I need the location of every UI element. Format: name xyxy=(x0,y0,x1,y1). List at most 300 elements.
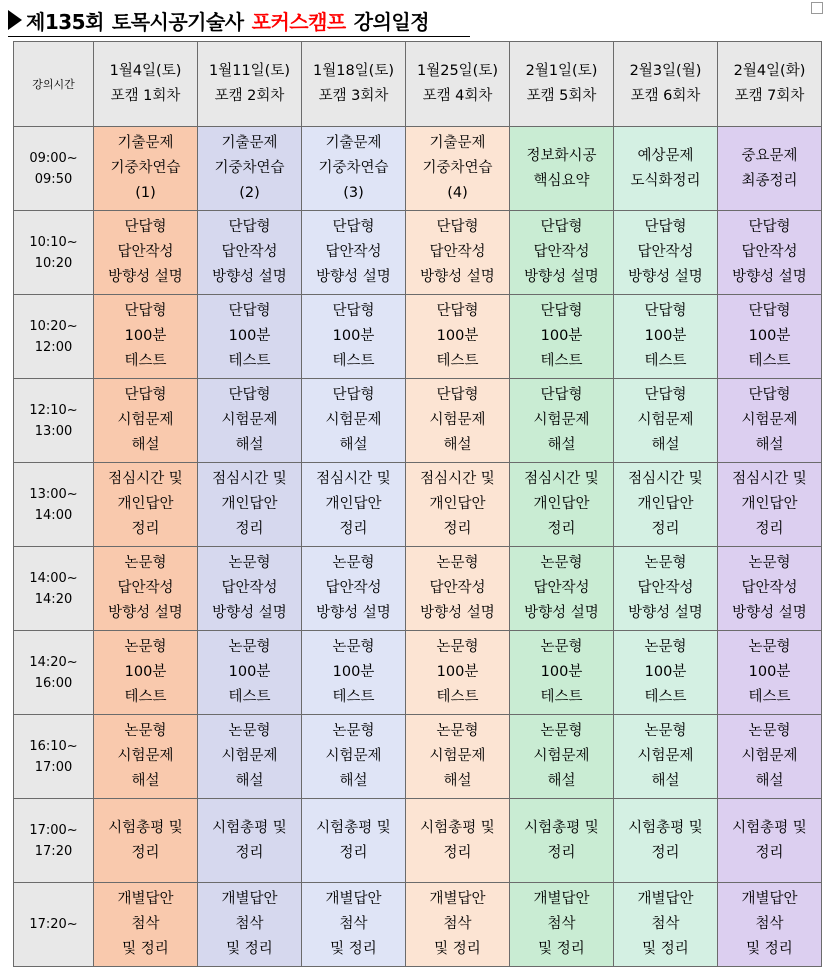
cell-text: 정리 xyxy=(651,521,680,537)
schedule-cell xyxy=(94,715,198,799)
cell-text: 단답형 xyxy=(748,219,791,235)
cell-text: 개별답안 xyxy=(533,891,590,907)
cell-text: 시험총평 및 xyxy=(212,819,287,836)
cell-text: 개인답안 xyxy=(741,496,798,512)
cell-text: 단답형 xyxy=(436,303,479,319)
cell-text: 및 정리 xyxy=(538,941,585,957)
time-text: 17:00 xyxy=(34,759,73,775)
cell-text: 개인답안 xyxy=(637,496,694,512)
schedule-cell xyxy=(94,295,198,379)
schedule-row xyxy=(14,211,822,295)
cell-text: 100분 xyxy=(748,664,791,680)
time-text: 16:00 xyxy=(34,675,73,691)
schedule-row xyxy=(14,715,822,799)
cell-text: 논문형 xyxy=(748,723,791,739)
cell-text: 답안작성 xyxy=(325,244,382,260)
cell-text: 100분 xyxy=(540,328,583,344)
cell-text: 첨삭 xyxy=(547,916,576,932)
cell-text: 정리 xyxy=(339,521,368,537)
cell-text: 점심시간 및 xyxy=(316,471,391,487)
schedule-cell xyxy=(614,211,718,295)
cell-text: 및 정리 xyxy=(226,941,273,957)
schedule-cell xyxy=(94,631,198,715)
schedule-cell xyxy=(302,883,406,967)
cell-text: 논문형 xyxy=(228,639,271,655)
time-text: 09:00~ xyxy=(29,150,78,166)
cell-text: 단답형 xyxy=(332,387,375,403)
schedule-row xyxy=(14,295,822,379)
cell-text: 논문형 xyxy=(644,639,687,655)
time-text: 09:50 xyxy=(34,171,73,187)
time-text: 17:20 xyxy=(34,843,73,859)
time-text: 14:20 xyxy=(34,591,73,607)
schedule-cell xyxy=(198,799,302,883)
cell-text: 단답형 xyxy=(332,219,375,235)
schedule-cell xyxy=(94,463,198,547)
cell-text: 시험총평 및 xyxy=(628,819,703,836)
cell-text: 논문형 xyxy=(748,639,791,655)
cell-text: 답안작성 xyxy=(117,244,174,260)
schedule-cell xyxy=(614,715,718,799)
cell-text: 단답형 xyxy=(228,303,271,319)
cell-text: 시험문제 xyxy=(325,748,382,764)
cell-text: 개별답안 xyxy=(325,891,382,907)
cell-text: 개인답안 xyxy=(325,496,382,512)
cell-text: 방향성 설명 xyxy=(316,269,391,285)
day-header xyxy=(94,42,198,127)
cell-text: 정리 xyxy=(651,844,680,861)
time-text: 14:00 xyxy=(34,507,73,523)
cell-text: (4) xyxy=(447,185,468,201)
cell-text: 단답형 xyxy=(644,387,687,403)
day-session: 포캠 7회차 xyxy=(734,88,805,104)
schedule-cell xyxy=(302,211,406,295)
cell-text: 해설 xyxy=(547,773,576,789)
time-slot xyxy=(14,295,94,379)
cell-text: 논문형 xyxy=(644,555,687,571)
cell-text: 점심시간 및 xyxy=(628,471,703,487)
cell-text: 해설 xyxy=(443,437,472,453)
schedule-cell xyxy=(198,883,302,967)
cell-text: 테스트 xyxy=(644,353,687,369)
cell-text: 논문형 xyxy=(228,723,271,739)
cell-text: 첨삭 xyxy=(651,916,680,932)
schedule-row xyxy=(14,631,822,715)
cell-text: (3) xyxy=(343,185,364,201)
cell-text: 테스트 xyxy=(748,689,791,705)
cell-text: 시험문제 xyxy=(429,412,486,428)
cell-text: 해설 xyxy=(235,773,264,789)
cell-text: 점심시간 및 xyxy=(108,471,183,487)
cell-text: 정리 xyxy=(443,521,472,537)
cell-text: 단답형 xyxy=(436,219,479,235)
schedule-cell xyxy=(198,631,302,715)
schedule-cell xyxy=(718,211,822,295)
cell-text: 단답형 xyxy=(124,219,167,235)
cell-text: 시험문제 xyxy=(533,748,590,764)
title-suffix: 강의일정 xyxy=(353,9,430,34)
schedule-row xyxy=(14,463,822,547)
cell-text: 개별답안 xyxy=(117,891,174,907)
time-slot xyxy=(14,379,94,463)
day-date: 2월3일(월) xyxy=(629,63,702,79)
cell-text: 논문형 xyxy=(436,555,479,571)
cell-text: 정리 xyxy=(131,844,160,861)
schedule-cell xyxy=(302,379,406,463)
window-corner-icon xyxy=(811,2,823,14)
cell-text: 100분 xyxy=(748,328,791,344)
cell-text: 방향성 설명 xyxy=(316,605,391,621)
cell-text: 시험문제 xyxy=(741,748,798,764)
time-text: 16:10~ xyxy=(29,738,78,754)
triangle-bullet-icon xyxy=(8,10,22,30)
schedule-cell xyxy=(302,295,406,379)
day-header xyxy=(198,42,302,127)
schedule-cell xyxy=(94,379,198,463)
cell-text: 개인답안 xyxy=(117,496,174,512)
cell-text: 논문형 xyxy=(124,555,167,571)
cell-text: 답안작성 xyxy=(429,244,486,260)
schedule-cell xyxy=(406,127,510,211)
time-text: 10:20~ xyxy=(29,318,78,334)
cell-text: 해설 xyxy=(131,437,160,453)
day-header xyxy=(510,42,614,127)
cell-text: 및 정리 xyxy=(746,941,793,957)
schedule-cell xyxy=(718,631,822,715)
schedule-cell xyxy=(94,799,198,883)
cell-text: 100분 xyxy=(124,328,167,344)
day-date: 1월18일(토) xyxy=(312,63,394,79)
cell-text: 점심시간 및 xyxy=(524,471,599,487)
cell-text: 개인답안 xyxy=(429,496,486,512)
schedule-cell xyxy=(198,127,302,211)
cell-text: 100분 xyxy=(332,664,375,680)
day-header xyxy=(614,42,718,127)
schedule-row xyxy=(14,883,822,967)
time-slot xyxy=(14,547,94,631)
schedule-cell xyxy=(94,127,198,211)
cell-text: 100분 xyxy=(436,664,479,680)
cell-text: 첨삭 xyxy=(131,916,160,932)
time-text: 10:10~ xyxy=(29,234,78,250)
cell-text: 기중차연습 xyxy=(110,160,181,176)
cell-text: 해설 xyxy=(651,773,680,789)
schedule-cell xyxy=(406,379,510,463)
cell-text: 논문형 xyxy=(436,639,479,655)
title-exam: 토목시공기술사 xyxy=(111,9,244,34)
schedule-cell xyxy=(302,547,406,631)
cell-text: 개인답안 xyxy=(221,496,278,512)
cell-text: 시험문제 xyxy=(117,412,174,428)
schedule-cell xyxy=(198,211,302,295)
cell-text: 논문형 xyxy=(436,723,479,739)
time-slot xyxy=(14,127,94,211)
schedule-cell xyxy=(614,883,718,967)
cell-text: 시험총평 및 xyxy=(420,819,495,836)
cell-text: 단답형 xyxy=(540,219,583,235)
cell-text: 시험문제 xyxy=(533,412,590,428)
cell-text: 첨삭 xyxy=(443,916,472,932)
cell-text: 방향성 설명 xyxy=(628,605,703,621)
cell-text: 답안작성 xyxy=(117,580,174,596)
cell-text: 점심시간 및 xyxy=(420,471,495,487)
schedule-cell xyxy=(718,715,822,799)
cell-text: 기출문제 xyxy=(429,135,486,151)
cell-text: 테스트 xyxy=(332,689,375,705)
schedule-cell xyxy=(510,799,614,883)
cell-text: 정리 xyxy=(235,844,264,861)
schedule-cell xyxy=(510,631,614,715)
day-header xyxy=(718,42,822,127)
schedule-row xyxy=(14,547,822,631)
cell-text: 논문형 xyxy=(540,555,583,571)
cell-text: 답안작성 xyxy=(429,580,486,596)
cell-text: 시험문제 xyxy=(637,748,694,764)
cell-text: 100분 xyxy=(436,328,479,344)
cell-text: 답안작성 xyxy=(533,244,590,260)
cell-text: 테스트 xyxy=(436,689,479,705)
cell-text: 답안작성 xyxy=(325,580,382,596)
cell-text: 논문형 xyxy=(748,555,791,571)
schedule-cell xyxy=(406,211,510,295)
cell-text: 단답형 xyxy=(436,387,479,403)
time-slot xyxy=(14,883,94,967)
cell-text: 정리 xyxy=(547,521,576,537)
cell-text: 답안작성 xyxy=(221,580,278,596)
cell-text: 단답형 xyxy=(540,387,583,403)
time-slot xyxy=(14,631,94,715)
schedule-cell xyxy=(406,715,510,799)
cell-text: 및 정리 xyxy=(434,941,481,957)
time-text: 13:00 xyxy=(34,423,73,439)
day-header xyxy=(302,42,406,127)
time-text: 12:00 xyxy=(34,339,73,355)
schedule-cell xyxy=(718,547,822,631)
cell-text: 첨삭 xyxy=(339,916,368,932)
cell-text: 테스트 xyxy=(540,689,583,705)
schedule-cell xyxy=(510,127,614,211)
cell-text: 해설 xyxy=(339,437,368,453)
cell-text: 단답형 xyxy=(228,219,271,235)
cell-text: 점심시간 및 xyxy=(212,471,287,487)
time-slot xyxy=(14,211,94,295)
schedule-cell xyxy=(94,547,198,631)
time-slot xyxy=(14,463,94,547)
schedule-cell xyxy=(614,127,718,211)
schedule-cell xyxy=(614,631,718,715)
cell-text: 정리 xyxy=(235,521,264,537)
cell-text: 기중차연습 xyxy=(318,160,389,176)
schedule-cell xyxy=(510,883,614,967)
cell-text: 단답형 xyxy=(540,303,583,319)
schedule-cell xyxy=(614,379,718,463)
cell-text: 도식화정리 xyxy=(630,172,701,189)
cell-text: 시험총평 및 xyxy=(524,819,599,836)
cell-text: 답안작성 xyxy=(533,580,590,596)
cell-text: 개별답안 xyxy=(429,891,486,907)
schedule-cell xyxy=(302,799,406,883)
title-highlight: 포커스캠프 xyxy=(251,9,346,34)
schedule-cell xyxy=(406,295,510,379)
day-session: 포캠 2회차 xyxy=(214,88,285,104)
cell-text: 테스트 xyxy=(228,689,271,705)
cell-text: 단답형 xyxy=(644,303,687,319)
cell-text: 테스트 xyxy=(436,353,479,369)
cell-text: 테스트 xyxy=(124,353,167,369)
day-session: 포캠 4회차 xyxy=(422,88,493,104)
schedule-cell xyxy=(198,715,302,799)
schedule-cell xyxy=(406,631,510,715)
time-slot xyxy=(14,715,94,799)
schedule-cell xyxy=(614,547,718,631)
cell-text: 첨삭 xyxy=(235,916,264,932)
time-text: 14:20~ xyxy=(29,654,78,670)
cell-text: 및 정리 xyxy=(122,941,169,957)
day-session: 포캠 5회차 xyxy=(526,88,597,104)
schedule-cell xyxy=(718,799,822,883)
cell-text: 방향성 설명 xyxy=(732,605,807,621)
cell-text: 점심시간 및 xyxy=(732,471,807,487)
schedule-cell xyxy=(718,379,822,463)
cell-text: 및 정리 xyxy=(330,941,377,957)
cell-text: 논문형 xyxy=(332,639,375,655)
schedule-cell xyxy=(302,715,406,799)
cell-text: 첨삭 xyxy=(755,916,784,932)
schedule-row xyxy=(14,799,822,883)
day-date: 2월1일(토) xyxy=(525,63,598,79)
day-date: 1월11일(토) xyxy=(208,63,290,79)
lecture-time-header: 강의시간 xyxy=(14,42,94,127)
cell-text: 답안작성 xyxy=(221,244,278,260)
cell-text: 정리 xyxy=(339,844,368,861)
cell-text: 테스트 xyxy=(332,353,375,369)
cell-text: 해설 xyxy=(443,773,472,789)
cell-text: 정리 xyxy=(131,521,160,537)
schedule-row xyxy=(14,127,822,211)
cell-text: 시험총평 및 xyxy=(732,819,807,836)
schedule-cell xyxy=(406,547,510,631)
time-text: 13:00~ xyxy=(29,486,78,502)
day-session: 포캠 3회차 xyxy=(318,88,389,104)
cell-text: 시험총평 및 xyxy=(316,819,391,836)
day-session: 포캠 6회차 xyxy=(630,88,701,104)
schedule-cell xyxy=(302,631,406,715)
schedule-cell xyxy=(510,295,614,379)
cell-text: 해설 xyxy=(755,773,784,789)
cell-text: 정리 xyxy=(547,844,576,861)
cell-text: 테스트 xyxy=(228,353,271,369)
schedule-cell xyxy=(614,295,718,379)
cell-text: 논문형 xyxy=(540,723,583,739)
cell-text: 해설 xyxy=(131,773,160,789)
cell-text: 테스트 xyxy=(644,689,687,705)
cell-text: 시험문제 xyxy=(221,412,278,428)
cell-text: 100분 xyxy=(228,328,271,344)
day-date: 2월4일(화) xyxy=(733,63,806,79)
cell-text: 기출문제 xyxy=(117,135,174,151)
schedule-cell xyxy=(406,883,510,967)
cell-text: 논문형 xyxy=(540,639,583,655)
cell-text: 기중차연습 xyxy=(422,160,493,176)
schedule-cell xyxy=(718,127,822,211)
cell-text: 예상문제 xyxy=(637,147,694,164)
cell-text: 해설 xyxy=(651,437,680,453)
cell-text: 정보화시공 xyxy=(526,147,597,164)
schedule-cell xyxy=(614,799,718,883)
cell-text: 단답형 xyxy=(332,303,375,319)
schedule-cell xyxy=(94,883,198,967)
cell-text: 100분 xyxy=(124,664,167,680)
time-text: 17:00~ xyxy=(29,822,78,838)
time-text: 12:10~ xyxy=(29,402,78,418)
cell-text: 100분 xyxy=(644,328,687,344)
cell-text: 테스트 xyxy=(540,353,583,369)
schedule-cell xyxy=(94,211,198,295)
cell-text: 논문형 xyxy=(124,723,167,739)
schedule-cell xyxy=(510,211,614,295)
schedule-cell xyxy=(718,883,822,967)
cell-text: 기출문제 xyxy=(325,135,382,151)
time-text: 17:20~ xyxy=(29,917,78,932)
cell-text: (1) xyxy=(135,185,156,201)
cell-text: (2) xyxy=(239,185,260,201)
cell-text: 시험문제 xyxy=(741,412,798,428)
cell-text: 시험문제 xyxy=(429,748,486,764)
day-session: 포캠 1회차 xyxy=(110,88,181,104)
cell-text: 정리 xyxy=(755,844,784,861)
cell-text: 정리 xyxy=(755,521,784,537)
schedule-cell xyxy=(198,379,302,463)
cell-text: 개별답안 xyxy=(637,891,694,907)
cell-text: 정리 xyxy=(443,844,472,861)
cell-text: 논문형 xyxy=(124,639,167,655)
cell-text: 방향성 설명 xyxy=(524,605,599,621)
cell-text: 시험문제 xyxy=(221,748,278,764)
cell-text: 방향성 설명 xyxy=(108,605,183,621)
day-date: 1월25일(토) xyxy=(416,63,498,79)
cell-text: 단답형 xyxy=(748,387,791,403)
cell-text: 논문형 xyxy=(228,555,271,571)
schedule-cell xyxy=(406,799,510,883)
cell-text: 테스트 xyxy=(748,353,791,369)
day-date: 1월4일(토) xyxy=(109,63,182,79)
title-underline xyxy=(8,36,470,37)
cell-text: 개인답안 xyxy=(533,496,590,512)
cell-text: 시험문제 xyxy=(325,412,382,428)
schedule-cell xyxy=(718,295,822,379)
schedule-cell xyxy=(510,715,614,799)
cell-text: 방향성 설명 xyxy=(420,605,495,621)
cell-text: 방향성 설명 xyxy=(212,605,287,621)
cell-text: 개별답안 xyxy=(221,891,278,907)
cell-text: 해설 xyxy=(339,773,368,789)
cell-text: 시험문제 xyxy=(637,412,694,428)
cell-text: 답안작성 xyxy=(637,244,694,260)
cell-text: 기출문제 xyxy=(221,135,278,151)
header-row xyxy=(14,42,822,127)
cell-text: 100분 xyxy=(540,664,583,680)
cell-text: 시험문제 xyxy=(117,748,174,764)
cell-text: 논문형 xyxy=(332,555,375,571)
schedule-cell xyxy=(510,547,614,631)
cell-text: 단답형 xyxy=(748,303,791,319)
cell-text: 논문형 xyxy=(644,723,687,739)
schedule-cell xyxy=(510,463,614,547)
cell-text: 테스트 xyxy=(124,689,167,705)
cell-text: 단답형 xyxy=(124,303,167,319)
cell-text: 방향성 설명 xyxy=(420,269,495,285)
cell-text: 100분 xyxy=(228,664,271,680)
